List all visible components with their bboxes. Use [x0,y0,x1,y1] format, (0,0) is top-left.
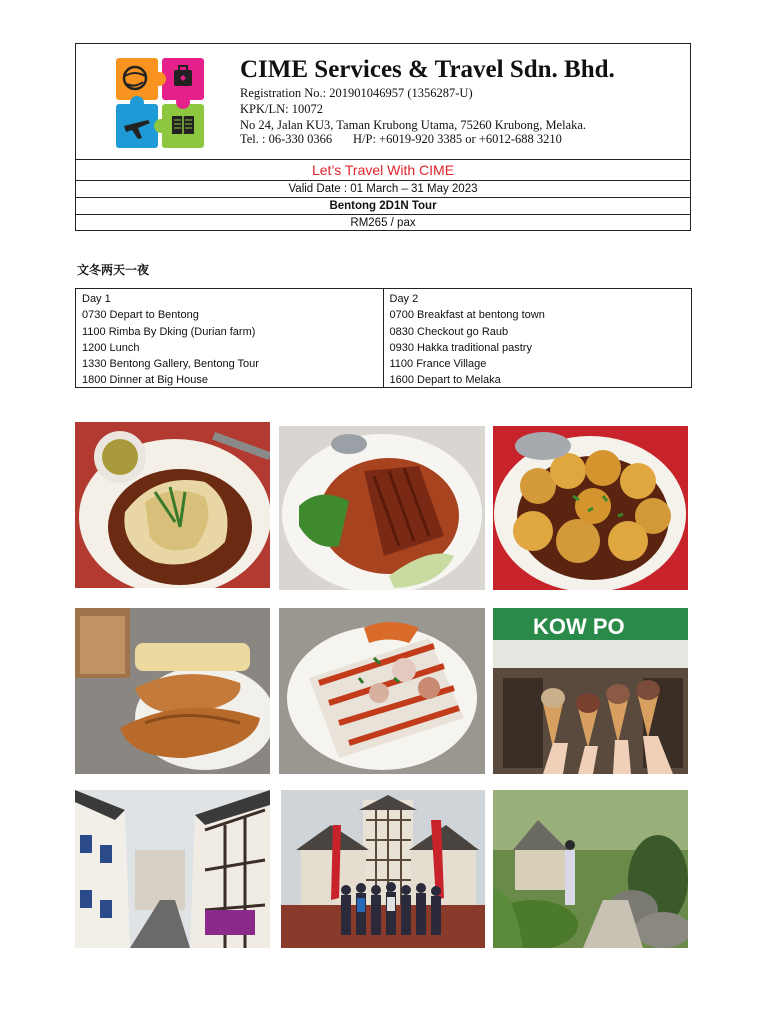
puzzle-logo-icon [116,58,204,148]
group-photo [281,790,485,948]
day1-item: 1100 Rimba By Dking (Durian farm) [82,325,256,338]
kpk-license: KPK/LN: 10072 [240,102,323,116]
tour-price: RM265 / pax [350,217,416,229]
slogan: Let’s Travel With CIME [76,159,690,181]
day1-item: 1330 Bentong Gallery, Bentong Tour [82,358,259,371]
day2-item: 0700 Breakfast at bentong town [389,309,545,322]
company-info [76,44,690,160]
ice-cream-photo [493,608,688,774]
chinese-title: 文冬两天一夜 [77,263,150,277]
chicken-rice-photo [75,422,270,588]
day1-item: 0730 Depart to Bentong [82,309,199,322]
chee-cheong-fun-photo [279,608,485,774]
tour-name: Bentong 2D1N Tour [76,198,690,215]
tofu-balls-photo [493,426,688,590]
itinerary-table [75,288,692,388]
registration-number: Registration No.: 201901046957 (1356287-U) [240,86,473,100]
shop-sign-text: KOW PO [533,614,625,639]
day2-label: Day 2 [389,293,419,305]
day2-item: 1100 France Village [389,358,487,371]
toast-breakfast-photo [75,608,270,774]
company-name: CIME Services & Travel Sdn. Bhd. [240,56,615,83]
garden-photo [493,790,688,948]
company-hp: H/P: +6019-920 3385 or +6012-688 3210 [353,132,562,146]
day1-label: Day 1 [82,293,111,305]
company-tel: Tel. : 06-330 0366 [240,132,333,146]
day1-column [76,289,384,387]
day2-item: 1600 Depart to Melaka [389,374,501,387]
day1-item: 1800 Dinner at Big House [82,374,208,387]
day2-item: 0930 Hakka traditional pastry [389,341,532,354]
day1-item: 1200 Lunch [82,341,140,354]
company-address: No 24, Jalan KU3, Taman Krubong Utama, 75260 Krubong, Melaka. [240,118,587,132]
braised-meat-photo [279,426,485,590]
company-header [75,43,691,231]
day2-column [384,289,692,387]
day2-item: 0830 Checkout go Raub [389,325,509,338]
valid-date: Valid Date : 01 March – 31 May 2023 [76,181,690,198]
french-village-street-photo [75,790,270,948]
